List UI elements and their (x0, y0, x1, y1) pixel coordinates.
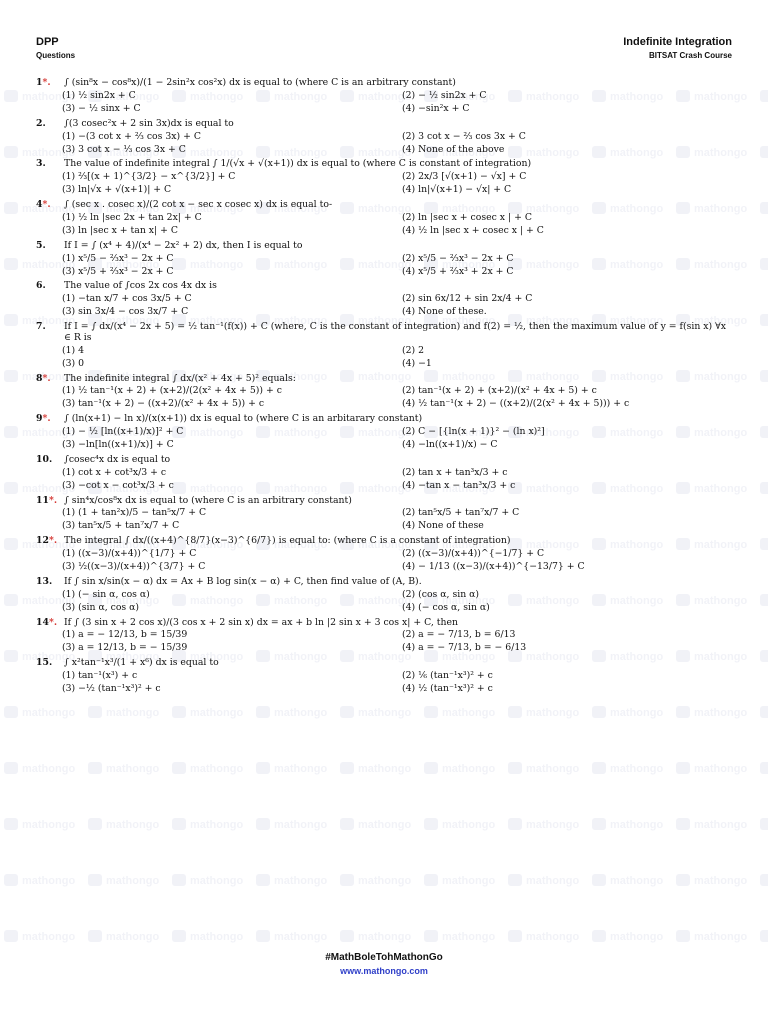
question-text: The value of indefinite integral ∫ 1/(√x + √(x+1)) dx is equal to (where C is constant of integration) (64, 158, 532, 170)
option-2: (2) a = − 7/13, b = 6/13 (402, 629, 516, 641)
question-stem (36, 159, 732, 170)
question-number-value: 9 (36, 413, 43, 425)
options-grid (36, 130, 732, 156)
options-grid (36, 293, 732, 319)
option-3: (3) 3 cot x − ⅓ cos 3x + C (62, 143, 186, 155)
option-3: (3) 0 (62, 357, 85, 369)
question-stem (36, 414, 732, 425)
option-1: (1) ((x−3)/(x+4))^{1/7} + C (62, 548, 197, 560)
question-marker: . (42, 280, 46, 292)
option-3: (3) tan⁵x/5 + tan⁷x/7 + C (62, 520, 180, 532)
option-4: (4) ½ ln |sec x + cosec x | + C (402, 224, 544, 236)
footer-url[interactable]: www.mathongo.com (340, 966, 428, 976)
question-number-value: 6 (36, 280, 43, 292)
question-text: ∫cosec⁴x dx is equal to (64, 453, 171, 465)
options-grid (36, 385, 732, 411)
option-1: (1) ⅔[(x + 1)^{3/2} − x^{3/2}] + C (62, 171, 236, 183)
options-grid (36, 345, 732, 371)
option-4: (4) −sin²x + C (402, 102, 470, 114)
question-number-value: 12 (36, 535, 49, 547)
question-number (36, 374, 58, 385)
question-12 (36, 536, 732, 574)
question-text: ∫ (sin⁸x − cos⁸x)/(1 − 2sin²x cos²x) dx is equal to (where C is an arbitrary constant) (64, 77, 456, 88)
question-number-value: 5 (36, 239, 43, 251)
options-grid (36, 90, 732, 116)
footer (0, 952, 768, 976)
question-marker: *. (48, 535, 58, 547)
option-2: (2) tan⁵x/5 + tan⁷x/7 + C (402, 507, 520, 519)
option-1: (1) ½ tan⁻¹(x + 2) + (x+2)/(2(x² + 4x + 5)) + c (62, 385, 282, 397)
option-1: (1) (1 + tan²x)/5 − tan⁵x/7 + C (62, 507, 207, 519)
option-1: (1) ½ ln |sec 2x + tan 2x| + C (62, 211, 202, 223)
option-1: (1) −(3 cot x + ⅔ cos 3x) + C (62, 130, 201, 142)
option-3: (3) tan⁻¹(x + 2) − ((x+2)/(x² + 4x + 5)) + c (62, 398, 265, 410)
question-stem (36, 322, 732, 343)
question-9 (36, 414, 732, 452)
option-4: (4) −ln((x+1)/x) − C (402, 439, 498, 451)
options-grid (36, 426, 732, 452)
option-2: (2) 3 cot x − ⅔ cos 3x + C (402, 130, 526, 142)
question-number (36, 618, 58, 629)
option-2: (2) ((x−3)/(x+4))^{−1/7} + C (402, 548, 545, 560)
question-4 (36, 200, 732, 238)
question-marker: *. (42, 372, 51, 384)
option-4: (4) (− cos α, sin α) (402, 601, 490, 613)
option-4: (4) − 1/13 ((x−3)/(x+4))^{−13/7} + C (402, 561, 585, 573)
question-marker: . (42, 158, 46, 170)
question-number (36, 78, 58, 89)
question-10 (36, 455, 732, 493)
question-number (36, 577, 58, 588)
question-2 (36, 119, 732, 157)
question-stem (36, 496, 732, 507)
option-3: (3) −cot x − cot³x/3 + c (62, 479, 174, 491)
options-grid (36, 212, 732, 238)
option-2: (2) − ½ sin2x + C (402, 89, 487, 101)
question-marker: *. (42, 77, 51, 88)
options-grid (36, 589, 732, 615)
option-3: (3) − ½ sinx + C (62, 102, 141, 114)
question-6 (36, 281, 732, 319)
question-stem (36, 119, 732, 130)
question-marker: . (42, 321, 46, 333)
options-grid (36, 507, 732, 533)
option-2: (2) C − [{ln(x + 1)}² − (ln x)²] (402, 426, 545, 438)
option-3: (3) ln |sec x + tan x| + C (62, 224, 178, 236)
question-text: If I = ∫ dx/(x⁴ − 2x + 5) = ½ tan⁻¹(f(x)) + C (where, C is the constant of integration) and f(2) = ½, then the maximum value of y = f(sin x) ∀x ∈ R is (64, 321, 726, 343)
question-number (36, 281, 58, 292)
question-number (36, 536, 58, 547)
question-stem (36, 241, 732, 252)
option-4: (4) x⁵/5 + ⅔x³ + 2x + C (402, 265, 514, 277)
question-number-value: 10 (36, 453, 49, 465)
question-stem (36, 577, 732, 588)
option-1: (1) (− sin α, cos α) (62, 588, 150, 600)
question-number-value: 3 (36, 158, 43, 170)
option-4: (4) −1 (402, 357, 432, 369)
question-number-value: 7 (36, 321, 43, 333)
question-text: If ∫ (3 sin x + 2 cos x)/(3 cos x + 2 sin x) dx = ax + b ln |2 sin x + 3 cos x| + C, then (64, 616, 458, 628)
question-number (36, 119, 58, 130)
question-number-value: 2 (36, 117, 43, 129)
question-15 (36, 658, 732, 696)
question-number-value: 15 (36, 657, 49, 669)
question-number-value: 1 (36, 77, 43, 88)
question-number-value: 8 (36, 372, 43, 384)
question-number (36, 322, 58, 343)
question-marker: . (42, 117, 46, 129)
question-stem (36, 78, 732, 89)
question-stem (36, 658, 732, 669)
question-7 (36, 322, 732, 370)
question-14 (36, 618, 732, 656)
option-4: (4) ½ (tan⁻¹x³)² + c (402, 683, 493, 695)
options-grid (36, 548, 732, 574)
question-number-value: 11 (36, 494, 49, 506)
option-3: (3) x⁵/5 + ⅔x³ − 2x + C (62, 265, 174, 277)
option-4: (4) None of these (402, 520, 484, 532)
question-stem (36, 536, 732, 547)
option-4: (4) None of the above (402, 143, 505, 155)
question-text: The integral ∫ dx/((x+4)^{8/7}(x−3)^{6/7}) is equal to: (where C is a constant of integration) (64, 535, 511, 547)
option-3: (3) −½ (tan⁻¹x³)² + c (62, 683, 161, 695)
option-1: (1) cot x + cot³x/3 + c (62, 466, 167, 478)
question-text: ∫(3 cosec²x + 2 sin 3x)dx is equal to (64, 117, 234, 129)
option-3: (3) sin 3x/4 − cos 3x/7 + C (62, 306, 189, 318)
option-2: (2) tan x + tan³x/3 + c (402, 466, 508, 478)
question-text: ∫ (ln(x+1) − ln x)/(x(x+1)) dx is equal to (where C is an arbitarary constant) (64, 413, 423, 425)
question-3 (36, 159, 732, 197)
question-stem (36, 618, 732, 629)
question-number (36, 414, 58, 425)
question-1 (36, 78, 732, 116)
doc-subtitle: Questions (36, 51, 76, 60)
option-1: (1) ½ sin2x + C (62, 89, 136, 101)
question-text: The indefinite integral ∫ dx/(x² + 4x + 5)² equals: (64, 372, 296, 384)
option-3: (3) ln|√x + √(x+1)| + C (62, 184, 172, 196)
option-4: (4) ½ tan⁻¹(x + 2) − ((x+2)/(2(x² + 4x + 5))) + c (402, 398, 630, 410)
question-number (36, 159, 58, 170)
question-number (36, 658, 58, 669)
question-marker: . (48, 453, 53, 465)
option-4: (4) a = − 7/13, b = − 6/13 (402, 642, 527, 654)
course-name: BITSAT Crash Course (649, 51, 732, 60)
question-text: The value of ∫cos 2x cos 4x dx is (64, 280, 217, 292)
option-1: (1) 4 (62, 344, 85, 356)
options-grid (36, 252, 732, 278)
question-marker: . (48, 657, 53, 669)
option-4: (4) None of these. (402, 306, 487, 318)
question-marker: . (42, 239, 46, 251)
question-number (36, 241, 58, 252)
question-marker: *. (42, 413, 51, 425)
question-marker: . (48, 575, 53, 587)
option-1: (1) a = − 12/13, b = 15/39 (62, 629, 188, 641)
question-5 (36, 241, 732, 279)
question-marker: *. (42, 199, 51, 211)
question-stem (36, 374, 732, 385)
question-11 (36, 496, 732, 534)
question-text: ∫ x²tan⁻¹x³/(1 + x⁶) dx is equal to (64, 657, 219, 669)
question-number-value: 13 (36, 575, 49, 587)
options-grid (36, 670, 732, 696)
question-number (36, 455, 58, 466)
option-1: (1) −tan x/7 + cos 3x/5 + C (62, 293, 192, 305)
doc-type: DPP (36, 36, 59, 48)
option-2: (2) x⁵/5 − ⅔x³ − 2x + C (402, 252, 514, 264)
question-marker: *. (48, 494, 58, 506)
option-2: (2) (cos α, sin α) (402, 588, 480, 600)
option-1: (1) x⁵/5 − ⅔x³ − 2x + C (62, 252, 174, 264)
question-marker: *. (48, 616, 58, 628)
option-2: (2) 2x/3 [√(x+1) − √x] + C (402, 171, 527, 183)
question-text: ∫ (sec x . cosec x)/(2 cot x − sec x cosec x) dx is equal to- (64, 199, 333, 211)
option-2: (2) tan⁻¹(x + 2) + (x+2)/(x² + 4x + 5) + c (402, 385, 597, 397)
option-4: (4) ln|√(x+1) − √x| + C (402, 184, 512, 196)
question-number (36, 200, 58, 211)
options-grid (36, 171, 732, 197)
topic-title: Indefinite Integration (623, 36, 732, 48)
question-number-value: 14 (36, 616, 49, 628)
question-text: If I = ∫ (x⁴ + 4)/(x⁴ − 2x² + 2) dx, then I is equal to (64, 239, 303, 251)
question-8 (36, 374, 732, 412)
option-3: (3) (sin α, cos α) (62, 601, 140, 613)
question-text: If ∫ sin x/sin(x − α) dx = Ax + B log sin(x − α) + C, then find value of (A, B). (64, 575, 422, 587)
option-2: (2) 2 (402, 344, 425, 356)
footer-hashtag: #MathBoleTohMathonGo (325, 952, 443, 963)
option-1: (1) tan⁻¹(x³) + c (62, 670, 138, 682)
option-2: (2) ln |sec x + cosec x | + C (402, 211, 532, 223)
question-stem (36, 200, 732, 211)
question-list (36, 78, 732, 699)
options-grid (36, 629, 732, 655)
question-13 (36, 577, 732, 615)
option-3: (3) −ln[ln((x+1)/x)] + C (62, 439, 174, 451)
option-2: (2) ⅙ (tan⁻¹x³)² + c (402, 670, 493, 682)
option-3: (3) a = 12/13, b = − 15/39 (62, 642, 188, 654)
question-stem (36, 281, 732, 292)
question-number (36, 496, 58, 507)
question-text: ∫ sin⁴x/cos⁸x dx is equal to (where C is an arbitrary constant) (64, 494, 352, 506)
question-number-value: 4 (36, 199, 43, 211)
option-3: (3) ½((x−3)/(x+4))^{3/7} + C (62, 561, 206, 573)
option-2: (2) sin 6x/12 + sin 2x/4 + C (402, 293, 533, 305)
option-4: (4) −tan x − tan³x/3 + c (402, 479, 516, 491)
option-1: (1) − ½ [ln((x+1)/x)]² + C (62, 426, 184, 438)
question-stem (36, 455, 732, 466)
options-grid (36, 467, 732, 493)
